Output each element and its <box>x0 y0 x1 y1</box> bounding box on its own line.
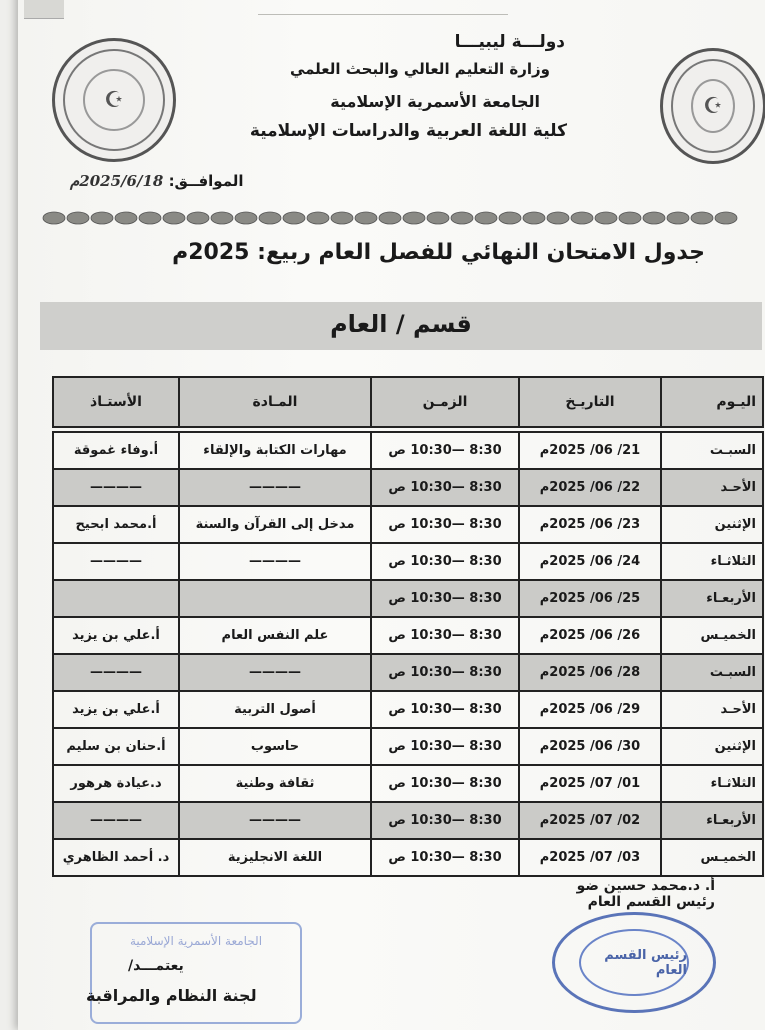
table-row <box>53 691 763 728</box>
cell-teacher: د. أحمد الظاهري <box>53 839 179 876</box>
header-faculty: كلية اللغة العربية والدراسات الإسلامية <box>249 121 567 141</box>
header-teacher: الأستـاذ <box>53 377 179 427</box>
cell-date: 23/ 06/ 2025م <box>519 506 661 543</box>
table-row <box>53 654 763 691</box>
cell-subject: ———— <box>179 802 371 839</box>
cell-day: السبـت <box>661 432 763 469</box>
cell-subject: ———— <box>179 654 371 691</box>
cell-subject: حاسوب <box>179 728 371 765</box>
cell-time: 8:30 —10:30 ص <box>371 654 519 691</box>
cell-teacher: أ.وفاء غموقة <box>53 432 179 469</box>
cell-time: 8:30 —10:30 ص <box>371 691 519 728</box>
cell-date: 22/ 06/ 2025م <box>519 469 661 506</box>
cell-teacher: ———— <box>53 802 179 839</box>
cell-time: 8:30 —10:30 ص <box>371 506 519 543</box>
cell-day: الأربعـاء <box>661 580 763 617</box>
cell-time: 8:30 —10:30 ص <box>371 543 519 580</box>
header-date: التاريـخ <box>519 377 661 427</box>
department-stamp <box>552 912 716 1013</box>
cell-subject <box>179 580 371 617</box>
date-value: 2025/6/18م <box>70 172 164 190</box>
cell-date: 26/ 06/ 2025م <box>519 617 661 654</box>
committee-stamp <box>90 922 302 1024</box>
paper-clip <box>24 0 64 19</box>
cell-time: 8:30 —10:30 ص <box>371 728 519 765</box>
table-row <box>53 617 763 654</box>
table-row <box>53 432 763 469</box>
cell-day: السبـت <box>661 654 763 691</box>
header-state: دولـــة ليبيـــا <box>454 32 565 52</box>
decorative-divider <box>40 208 745 228</box>
cell-teacher: ———— <box>53 469 179 506</box>
cell-subject: علم النفس العام <box>179 617 371 654</box>
cell-time: 8:30 —10:30 ص <box>371 469 519 506</box>
cell-day: الخميـس <box>661 839 763 876</box>
table-row <box>53 506 763 543</box>
paper-edge <box>258 0 508 15</box>
cell-teacher <box>53 580 179 617</box>
cell-date: 24/ 06/ 2025م <box>519 543 661 580</box>
dome-icon: ☪ <box>691 79 735 133</box>
cell-subject: مهارات الكتابة والإلقاء <box>179 432 371 469</box>
mosque-icon: ☪ <box>83 69 145 131</box>
header-day: اليـوم <box>661 377 763 427</box>
cell-subject: مدخل إلى القرآن والسنة <box>179 506 371 543</box>
cell-time: 8:30 —10:30 ص <box>371 802 519 839</box>
cell-teacher: أ.علي بن يزيد <box>53 617 179 654</box>
cell-day: الإثنين <box>661 506 763 543</box>
signer-name: أ. د.محمد حسين ضو <box>576 878 715 894</box>
date-line <box>70 172 244 190</box>
cell-day: الإثنين <box>661 728 763 765</box>
cell-subject: اللغة الانجليزية <box>179 839 371 876</box>
stamp-text: رئيس القسم العام <box>579 929 689 996</box>
header-university: الجامعة الأسمرية الإسلامية <box>330 92 540 111</box>
cell-time: 8:30 —10:30 ص <box>371 765 519 802</box>
cell-date: 28/ 06/ 2025م <box>519 654 661 691</box>
cell-time: 8:30 —10:30 ص <box>371 580 519 617</box>
cell-date: 30/ 06/ 2025م <box>519 728 661 765</box>
cell-time: 8:30 —10:30 ص <box>371 432 519 469</box>
table-header-row <box>53 377 763 427</box>
department-name: قسم / العام <box>330 310 472 338</box>
table-row <box>53 543 763 580</box>
cell-date: 21/ 06/ 2025م <box>519 432 661 469</box>
cell-subject: ———— <box>179 543 371 580</box>
exam-schedule-table <box>52 376 764 877</box>
signer-role: رئيس القسم العام <box>587 894 715 910</box>
cell-teacher: أ.علي بن يزيد <box>53 691 179 728</box>
committee-name: لجنة النظام والمراقبة <box>86 986 257 1005</box>
cell-day: الأربعـاء <box>661 802 763 839</box>
cell-teacher: أ.محمد ابحيح <box>53 506 179 543</box>
cell-subject: ثقافة وطنية <box>179 765 371 802</box>
header-time: الزمـن <box>371 377 519 427</box>
header-ministry: وزارة التعليم العالي والبحث العلمي <box>289 60 550 78</box>
date-label: الموافــق: <box>168 172 244 190</box>
university-logo <box>660 48 765 164</box>
cell-date: 01/ 07/ 2025م <box>519 765 661 802</box>
cell-teacher: ———— <box>53 543 179 580</box>
cell-day: الأحـد <box>661 691 763 728</box>
cell-time: 8:30 —10:30 ص <box>371 839 519 876</box>
cell-subject: ———— <box>179 469 371 506</box>
table-row <box>53 728 763 765</box>
department-bar <box>40 302 762 350</box>
cell-day: الأحـد <box>661 469 763 506</box>
cell-teacher: ———— <box>53 654 179 691</box>
faculty-logo <box>52 38 176 162</box>
cell-day: الخميـس <box>661 617 763 654</box>
schedule-title: جدول الامتحان النهائي للفصل العام ربيع: 2025م <box>172 240 705 265</box>
cell-day: الثلاثـاء <box>661 765 763 802</box>
cell-day: الثلاثـاء <box>661 543 763 580</box>
cell-teacher: أ.حنان بن سليم <box>53 728 179 765</box>
signature-block <box>515 878 715 910</box>
table-row <box>53 802 763 839</box>
table-row <box>53 839 763 876</box>
approval-label: يعتمـــد/ <box>128 958 184 974</box>
table-row <box>53 580 763 617</box>
cell-teacher: د.عيادة هرهور <box>53 765 179 802</box>
cell-date: 29/ 06/ 2025م <box>519 691 661 728</box>
table-row <box>53 765 763 802</box>
committee-stamp-text: الجامعة الأسمرية الإسلامية <box>129 934 263 948</box>
table-row <box>53 469 763 506</box>
header-subject: المـادة <box>179 377 371 427</box>
cell-time: 8:30 —10:30 ص <box>371 617 519 654</box>
cell-date: 02/ 07/ 2025م <box>519 802 661 839</box>
cell-date: 25/ 06/ 2025م <box>519 580 661 617</box>
cell-date: 03/ 07/ 2025م <box>519 839 661 876</box>
cell-subject: أصول التربية <box>179 691 371 728</box>
